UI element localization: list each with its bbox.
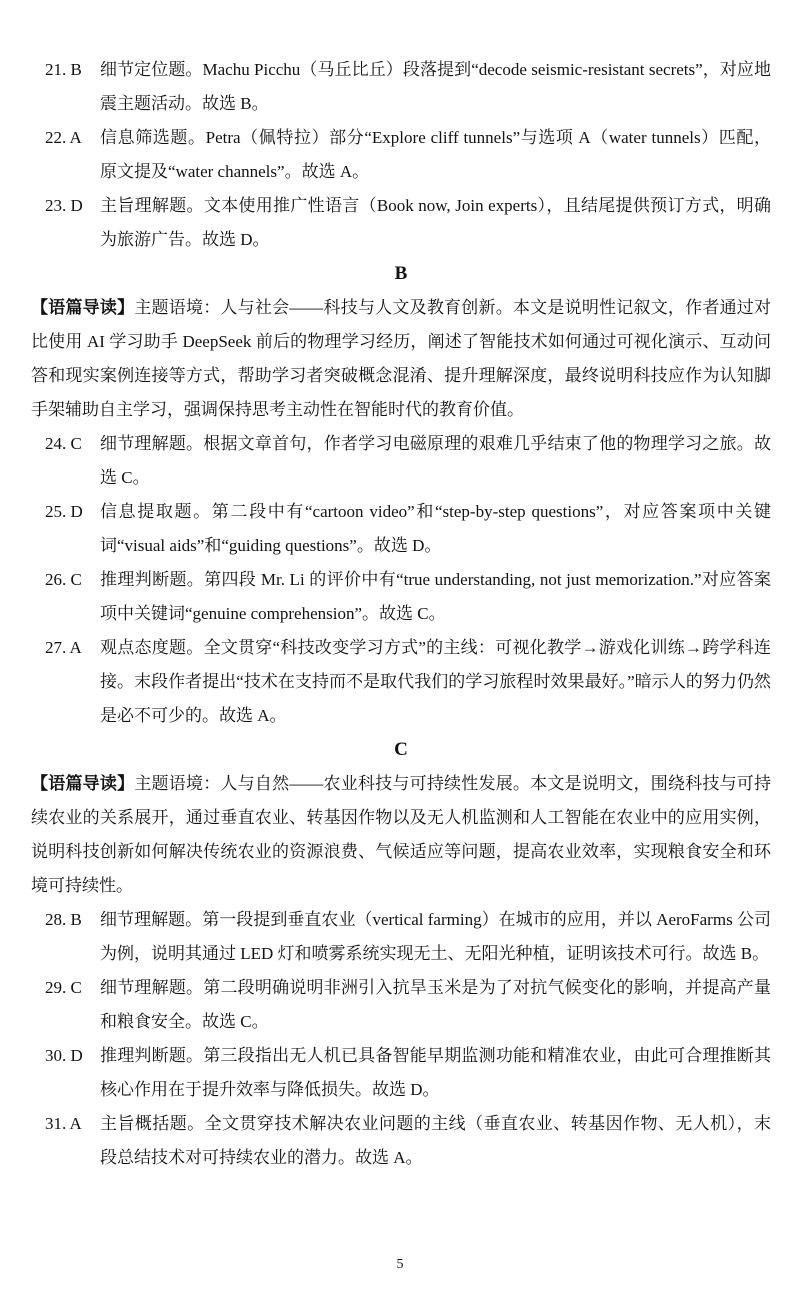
answer-item-29 [31,971,771,1039]
answer-item-label: 27. A [45,638,82,657]
answer-item-22 [31,121,771,189]
answer-item-explanation: 推理判断题。第四段 Mr. Li 的评价中有“true understanding, not just memorization.”对应答案项中关键词“genuine comprehension”。故选 C。 [100,570,771,623]
answer-item-explanation: 信息筛选题。Petra（佩特拉）部分“Explore cliff tunnels”与选项 A（water tunnels）匹配，原文提及“water channels”。故选 A。 [100,128,771,181]
answer-item-23 [31,189,771,257]
page-number: 5 [396,1257,404,1272]
answer-item-30 [31,1039,771,1107]
answer-item-explanation: 主旨概括题。全文贯穿技术解决农业问题的主线（垂直农业、转基因作物、无人机），末段总结技术对可持续农业的潜力。故选 A。 [100,1114,771,1167]
section-header-b: B [394,263,408,284]
intro-text: 主题语境：人与自然——农业科技与可持续性发展。本文是说明文，围绕科技与可持续农业的关系展开，通过垂直农业、转基因作物以及无人机监测和人工智能在农业中的应用实例，说明科技创新如何解决传统农业的资源浪费、气候适应等问题，提高农业效率，实现粮食安全和环境可持续性。 [31,774,772,895]
answer-item-label: 23. D [45,196,83,215]
answer-item-explanation: 推理判断题。第三段指出无人机已具备智能早期监测功能和精准农业，由此可合理推断其核心作用在于提升效率与降低损失。故选 D。 [100,1046,771,1099]
answer-item-explanation: 细节定位题。Machu Picchu（马丘比丘）段落提到“decode seismic-resistant secrets”，对应地震主题活动。故选 B。 [100,60,771,113]
answer-item-28 [31,903,771,971]
answer-item-label: 29. C [45,978,82,997]
answer-item-label: 24. C [45,434,82,453]
answer-item-label: 25. D [45,502,83,521]
answer-item-label: 31. A [45,1114,82,1133]
answer-item-label: 30. D [45,1046,83,1065]
answer-item-explanation: 观点态度题。全文贯穿“科技改变学习方式”的主线：可视化教学→游戏化训练→跨学科连接。末段作者提出“技术在支持而不是取代我们的学习旅程时效果最好。”暗示人的努力仍然是必不可少的。故选 A。 [100,638,771,725]
answer-item-explanation: 主旨理解题。文本使用推广性语言（Book now, Join experts），且结尾提供预订方式，明确为旅游广告。故选 D。 [100,196,771,249]
section-header-c: C [394,739,408,760]
answer-item-explanation: 细节理解题。根据文章首句，作者学习电磁原理的艰难几乎结束了他的物理学习之旅。故选 C。 [100,434,771,487]
answer-item-explanation: 细节理解题。第二段明确说明非洲引入抗旱玉米是为了对抗气候变化的影响，并提高产量和粮食安全。故选 C。 [100,978,771,1031]
intro-label: 【语篇导读】 [31,298,135,317]
passage-intro-b [31,291,771,427]
answer-item-25 [31,495,771,563]
answer-item-explanation: 信息提取题。第二段中有“cartoon video”和“step-by-step questions”，对应答案项中关键词“visual aids”和“guiding questions”。故选 D。 [100,502,771,555]
answer-item-explanation: 细节理解题。第一段提到垂直农业（vertical farming）在城市的应用，并以 AeroFarms 公司为例，说明其通过 LED 灯和喷雾系统实现无土、无阳光种植，证明该技术可行。故选 B。 [100,910,771,963]
answer-item-label: 21. B [45,60,82,79]
passage-intro-c [31,767,771,903]
answer-item-24 [31,427,771,495]
answer-item-label: 26. C [45,570,82,589]
answer-item-21 [31,53,771,121]
answer-item-27 [31,631,771,733]
intro-label: 【语篇导读】 [31,774,135,793]
answer-item-31 [31,1107,771,1175]
answer-item-label: 28. B [45,910,82,929]
page-content [31,53,771,1175]
answer-item-label: 22. A [45,128,82,147]
intro-text: 主题语境：人与社会——科技与人文及教育创新。本文是说明性记叙文，作者通过对比使用 AI 学习助手 DeepSeek 前后的物理学习经历，阐述了智能技术如何通过可视化演示、互动问答和现实案例连接等方式，帮助学习者突破概念混淆、提升理解深度，最终说明科技应作为认知脚手架辅助自主学习，强调保持思考主动性在智能时代的教育价值。 [31,298,772,419]
answer-item-26 [31,563,771,631]
